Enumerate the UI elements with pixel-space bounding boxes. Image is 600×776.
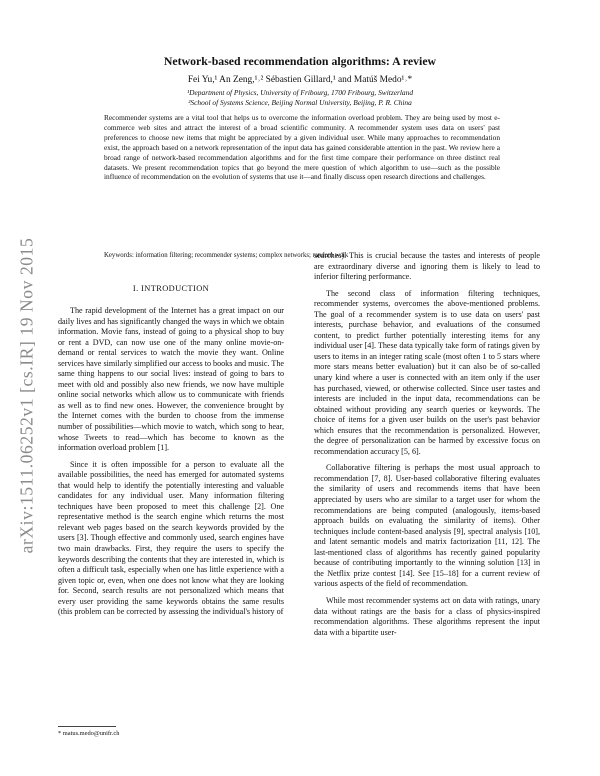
paragraph: Collaborative filtering is perhaps the most usual approach to recommendation [7, 8]. User-based collaborative filtering evaluates the similarity of users and recommends items that have been appreciated by users who are similar to a target user for whom the recommendations are being computed (analogously, items-based approach builds on evaluating the similarity of items). Other techniques include content-based analysis [9], spectral analysis [10], and latent semantic models and matrix factorization [11, 12]. The last-mentioned class of algorithms has recently gained popularity because of contributing importantly to the winning solution [13] in the Netflix prize contest [14]. See [15–18] for a current review of various aspects of the field of recommendation. (314, 463, 540, 589)
footnote: * matus.medo@unifr.ch (58, 730, 120, 737)
left-column (58, 306, 284, 624)
paragraph: The rapid development of the Internet has a great impact on our daily lives and has significantly changed the ways in which we obtain information. Movie fans, instead of going to a physical shop to buy or rent a DVD, can now use one of the many online movie-on-demand or rental services to watch the movie they want. Online services have similarly simplified our access to books and music. The same thing happens to our social lives: instead of going to bars to meet with old and possibly also new friends, we now have multiple online social networks which allow us to communicate with friends as well as to find new ones. However, the convenience brought by the Internet comes with the burden to choose from the immense number of possibilities—which movie to watch, which song to hear, whose Tweets to read—which has become to known as the information overload problem [1]. (58, 306, 284, 453)
paragraph: The second class of information filtering techniques, recommender systems, overcomes the above-mentioned problems. The goal of a recommender system is to use data on users' past interests, purchase behavior, and evaluations of the consumed content, to predict further potentially interesting items for any individual user [4]. These data typically take form of ratings given by users to items in an integer rating scale (most often 1 to 5 stars where more stars means better evaluation) but it can also be of so-called unary kind where a user is connected with an item only if the user has purchased, viewed, or otherwise collected. Since user tastes and interests are included in the input data, recommendations can be obtained without providing any search queries or keywords. The choice of items for a given user builds on the user's past behavior which ensures that the recommendation is personalized. However, the degree of personalization can be harmed by excessive focus on recommendation accuracy [5, 6]. (314, 288, 540, 456)
section-heading: I. INTRODUCTION (132, 284, 210, 293)
author-list: Fei Yu,¹ An Zeng,¹˒² Sébastien Gillard,¹ and Matúš Medo¹˒* (187, 75, 413, 85)
abstract: Recommender systems are a vital tool that helps us to overcome the information overload problem. They are being used by most e-commerce web sites and attract the interest of a broad scientific community. A recommender system uses data on users' past preferences to choose new items that might be appreciated by a given individual user. While many approaches to recommendation exist, the approach based on a network representation of the input data has gained considerable attention in the past. We review here a broad range of network-based recommendation algorithms and for the first time compare their performance on three distinct real datasets. We present recommendation topics that go beyond the mere question of which algorithm to use—such as the possible influence of recommendation on the evolution of systems that use it—and finally discuss open research directions and challenges. (104, 113, 500, 182)
keywords: Keywords: information filtering; recommender systems; complex networks; random walk (104, 252, 349, 259)
paper-title: Network-based recommendation algorithms: A review (163, 54, 437, 68)
arxiv-identifier: arXiv:1511.06252v1 [cs.IR] 19 Nov 2015 (16, 237, 37, 553)
arxiv-stamp (14, 160, 40, 630)
paragraph: While most recommender systems act on data with ratings, unary data without ratings are the basis for a class of physics-inspired recommendation algorithms. These algorithms represent the input data with a bipartite user- (314, 595, 540, 637)
paragraph: Since it is often impossible for a person to evaluate all the available possibilities, the need has emerged for automated systems that would help to identify the potentially interesting and valuable candidates for any individual user. Many information filtering techniques have been proposed to meet this challenge [2]. One representative method is the search engine which returns the most relevant web pages based on the search keywords provided by the users [3]. Though effective and commonly used, search engines have two main drawbacks. First, they require the users to specify the keywords describing the contents that they are interested in, which is often a difficult task, especially when one has little experience with a given topic or, even, when one does not know what they are looking for. Second, search results are not personalized which means that every user providing the same keywords obtains the same results (this problem can be corrected by assessing the individual's history of (58, 459, 284, 617)
footnote-rule (58, 726, 116, 727)
paragraph: searches). This is crucial because the tastes and interests of people are extraordinary diverse and ignoring them is likely to lead to inferior filtering performance. (314, 251, 540, 282)
right-column (314, 251, 540, 644)
affiliation-2: ²School of Systems Science, Beijing Normal University, Beijing, P. R. China (188, 98, 412, 107)
affiliation-1: ¹Department of Physics, University of Fribourg, 1700 Fribourg, Switzerland (186, 88, 414, 97)
